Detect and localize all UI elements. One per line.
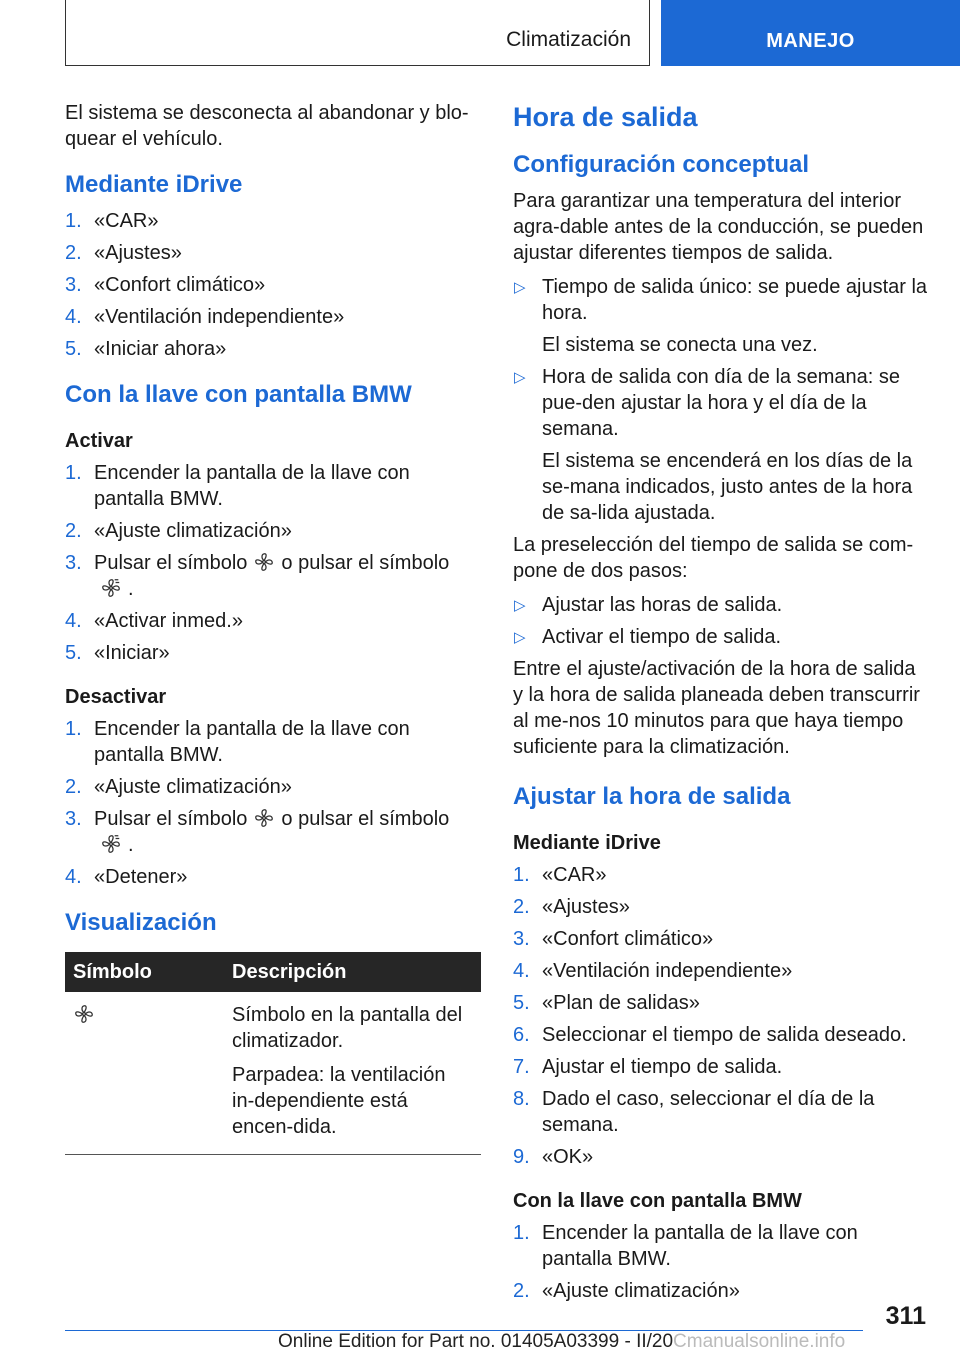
- list-item: 3. «Confort climático»: [513, 928, 714, 950]
- list-item: 1. «CAR»: [65, 210, 159, 232]
- fan-icon: [73, 1003, 95, 1025]
- heading-adjust: Ajustar la hora de salida: [513, 783, 791, 810]
- list-item: 3. «Confort climático»: [65, 274, 266, 296]
- fan-icon: [253, 807, 275, 829]
- heading-key-display: Con la llave con pantalla BMW: [65, 381, 412, 408]
- heading-deactivate: Desactivar: [65, 686, 167, 708]
- concept-intro: Para garantizar una temperatura del interior agra-dable antes de la conducción, se pueden ajustar diferentes tiempos de salida.: [513, 190, 924, 264]
- list-item: 9. «OK»: [513, 1146, 594, 1168]
- list-item: 8. Dado el caso, seleccionar el día de la semana.: [513, 1088, 875, 1136]
- list-item: 4. «Ventilación independiente»: [65, 306, 345, 328]
- list-item: 5. «Iniciar»: [65, 642, 170, 664]
- list-item: 2. «Ajustes»: [65, 242, 182, 264]
- intro-paragraph: El sistema se desconecta al abandonar y blo-quear el vehículo.: [65, 102, 469, 150]
- activate-steps: [65, 460, 481, 666]
- header-section-box: [65, 0, 650, 66]
- list-item: ▷ Activar el tiempo de salida.: [514, 626, 782, 648]
- list-item: 3. Pulsar el símbolo o pulsar el símbolo.: [65, 808, 450, 856]
- heading-idrive: Mediante iDrive: [65, 171, 243, 198]
- idrive-steps: [65, 208, 481, 362]
- deactivate-steps: [65, 716, 481, 890]
- page-title: Hora de salida: [513, 102, 698, 132]
- note-paragraph: Entre el ajuste/activación de la hora de salida y la hora de salida planeada deben transcurrir al me-nos 10 minutos para que haya tiempo suficiente para la climatización.: [513, 658, 920, 758]
- adjust-idrive-steps: [513, 862, 928, 1170]
- preselect-steps-list: [513, 592, 928, 650]
- column-header-symbol: Símbolo: [65, 952, 224, 992]
- fan-timer-icon: [100, 577, 122, 599]
- heading-adjust-key: Con la llave con pantalla BMW: [513, 1190, 802, 1212]
- list-item: 1. «CAR»: [513, 864, 607, 886]
- list-item: ▷ Ajustar las horas de salida.: [514, 594, 783, 616]
- list-item: 6. Seleccionar el tiempo de salida deseado.: [513, 1024, 907, 1046]
- heading-adjust-idrive: Mediante iDrive: [513, 832, 661, 854]
- list-item: 1. Encender la pantalla de la llave con pantalla BMW.: [513, 1222, 858, 1270]
- list-item: 4. «Detener»: [65, 866, 188, 888]
- watermark: Cmanualsonline.info: [673, 1331, 846, 1352]
- adjust-key-steps: [513, 1220, 928, 1304]
- list-item: 3. Pulsar el símbolo o pulsar el símbolo.: [65, 552, 450, 600]
- list-item: 1. Encender la pantalla de la llave con pantalla BMW.: [65, 718, 410, 766]
- header-section-title: Climatización: [506, 28, 631, 51]
- page-header: [0, 0, 960, 66]
- list-item: 2. «Ajuste climatización»: [513, 1280, 740, 1302]
- table-row: [65, 992, 481, 1155]
- list-item: 1. Encender la pantalla de la llave con pantalla BMW.: [65, 462, 410, 510]
- fan-timer-icon: [100, 833, 122, 855]
- heading-concept: Configuración conceptual: [513, 151, 810, 178]
- fan-icon: [253, 551, 275, 573]
- description-cell: Símbolo en la pantalla del climatizador. Parpadea: la ventilación in-dependiente está encen-dida.: [224, 992, 481, 1155]
- right-column: [513, 100, 928, 1310]
- list-item: ▷ Hora de salida con día de la semana: se pue-den ajustar la hora y el día de la semana. El sistema se encenderá en los días de la se-mana indicados, justo antes de la hora de sa-lida ajustada.: [514, 366, 913, 524]
- symbol-cell: [65, 992, 224, 1155]
- heading-display: Visualización: [65, 909, 217, 936]
- list-item: ▷ Tiempo de salida único: se puede ajustar la hora. El sistema se conecta una vez.: [514, 276, 928, 356]
- symbol-table: [65, 952, 481, 1155]
- list-item: 2. «Ajuste climatización»: [65, 520, 292, 542]
- list-item: 2. «Ajuste climatización»: [65, 776, 292, 798]
- departure-types-list: [513, 274, 928, 526]
- heading-activate: Activar: [65, 430, 133, 452]
- list-item: 4. «Activar inmed.»: [65, 610, 243, 632]
- left-column: [65, 100, 481, 1155]
- list-item: 7. Ajustar el tiempo de salida.: [513, 1056, 783, 1078]
- header-chapter-tab[interactable]: MANEJO: [661, 0, 960, 66]
- page-number: 311: [885, 1302, 926, 1330]
- footer-edition: Online Edition for Part no. 01405A03399 - II/20Cmanualsonline.info: [278, 1331, 846, 1352]
- list-item: 4. «Ventilación independiente»: [513, 960, 793, 982]
- column-header-description: Descripción: [224, 952, 481, 992]
- preselect-paragraph: La preselección del tiempo de salida se com-pone de dos pasos:: [513, 534, 914, 582]
- list-item: 5. «Plan de salidas»: [513, 992, 700, 1014]
- list-item: 5. «Iniciar ahora»: [65, 338, 227, 360]
- list-item: 2. «Ajustes»: [513, 896, 630, 918]
